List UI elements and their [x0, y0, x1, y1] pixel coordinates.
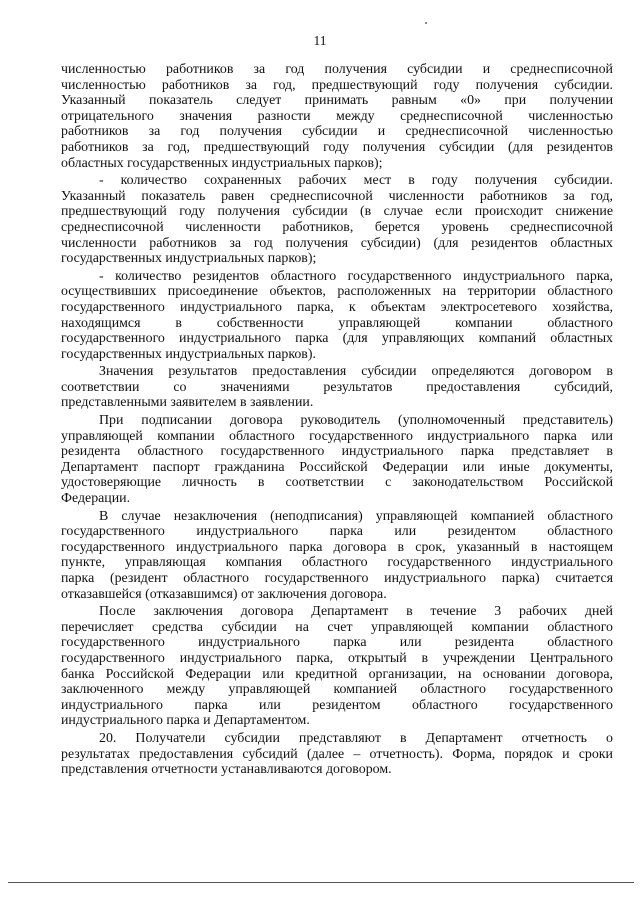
text-line: среднесписочной численности работников, берется уровень среднесписочной — [61, 219, 613, 235]
text-line: государственных индустриальных парков). — [61, 346, 316, 362]
text-line: 20. Получатели субсидии представляют в Департамент отчетность о — [99, 730, 613, 746]
text-line: государственного индустриального парка или резидентом областного — [61, 524, 613, 540]
scan-speck — [425, 22, 427, 24]
paragraph — [61, 269, 613, 363]
paragraph — [61, 413, 613, 507]
text-line: осуществивших присоединение объектов, расположенных на территории областного — [61, 284, 613, 300]
text-line: банка Российской Федерации или кредитной организации, на основании договора, — [61, 666, 613, 682]
text-line: предшествующий году получения субсидии (в случае если происходит снижение — [61, 204, 613, 220]
text-line: Департамент паспорт гражданина Российской Федерации или иные документы, — [61, 459, 613, 475]
text-line: резидента областного государственного индустриального парка представляет в — [61, 444, 613, 460]
text-line: управляющей компании областного государственного индустриального парка или — [61, 428, 613, 444]
text-line: При подписании договора руководитель (уполномоченный представитель) — [99, 413, 613, 429]
text-line: удостоверяющие личность в соответствии с законодательством Российской — [61, 475, 613, 491]
text-line: работников за год, предшествующий году получения субсидии (для резидентов — [61, 139, 613, 155]
text-line: результатах предоставления субсидий (далее – отчетность). Форма, порядок и сроки — [61, 746, 613, 762]
text-line: численностью работников за год получения субсидии и среднесписочной — [61, 62, 613, 77]
text-line: представленными заявителем в заявлении. — [61, 395, 314, 411]
paragraph — [61, 509, 613, 603]
text-line: соответствии со значениями результатов предоставления субсидий, — [61, 379, 613, 395]
text-line: - количество резидентов областного государственного индустриального парка, — [99, 268, 613, 284]
text-line: находящимся в собственности управляющей компании областного — [61, 315, 613, 331]
text-line: представления отчетности устанавливаются договором. — [61, 762, 392, 778]
text-line: индустриального парка и Департаментом. — [61, 713, 310, 729]
text-line: Указанный показатель равен среднесписочной численности работников за год, — [61, 188, 613, 204]
text-line: государственного индустриального парка (для управляющих компаний областных — [61, 331, 613, 347]
text-line: Значения результатов предоставления субсидии определяются договором в — [99, 364, 613, 380]
text-line: индустриального парка или резидентом областного государственного — [61, 697, 613, 713]
text-line: государственного индустриального парка или резидента областного — [61, 635, 613, 651]
text-line: работников за год получения субсидии и среднесписочной численностью — [61, 124, 613, 140]
page-number: 11 — [313, 33, 327, 48]
text-line: - количество сохраненных рабочих мест в году получения субсидии. — [99, 173, 613, 189]
text-line: Федерации. — [61, 491, 131, 507]
paragraph — [61, 173, 613, 267]
text-line: государственных индустриальных парков); — [61, 251, 317, 267]
text-line: После заключения договора Департамент в течение 3 рабочих дней — [99, 604, 613, 620]
paragraph — [61, 604, 613, 729]
paragraph — [61, 731, 613, 778]
paragraph — [61, 62, 613, 171]
text-line: государственного индустриального парка, открытый в учреждении Центрального — [61, 650, 613, 666]
text-line: областных государственных индустриальных парков); — [61, 155, 383, 171]
body-text — [61, 62, 613, 778]
text-line: парка (резидент областного государственного индустриального парка) считается — [61, 571, 613, 586]
paragraph — [61, 364, 613, 411]
text-line: заключенного между управляющей компанией областного государственного — [61, 682, 613, 698]
text-line: численности работников за год получения субсидии) (для резидентов областных — [61, 235, 613, 251]
bottom-rule — [8, 882, 634, 883]
text-line: В случае незаключения (неподписания) управляющей компанией областного — [99, 508, 613, 524]
text-line: государственного индустриального парка договора в срок, указанный в настоящем — [61, 539, 613, 555]
text-line: перечисляет средства субсидии на счет управляющей компании областного — [61, 619, 613, 635]
text-line: отказавшейся (отказавшимся) от заключения договора. — [61, 586, 387, 602]
text-line: государственного индустриального парка, к объектам электросетевого хозяйства, — [61, 299, 613, 315]
text-line: отрицательного значения разности между среднесписочной численностью — [61, 108, 613, 124]
text-line: пункте, управляющая компания областного государственного индустриального — [61, 555, 613, 571]
text-line: Указанный показатель следует принимать равным «0» при получении — [61, 93, 613, 109]
text-line: численностью работников за год, предшествующий году получения субсидии. — [61, 77, 613, 93]
